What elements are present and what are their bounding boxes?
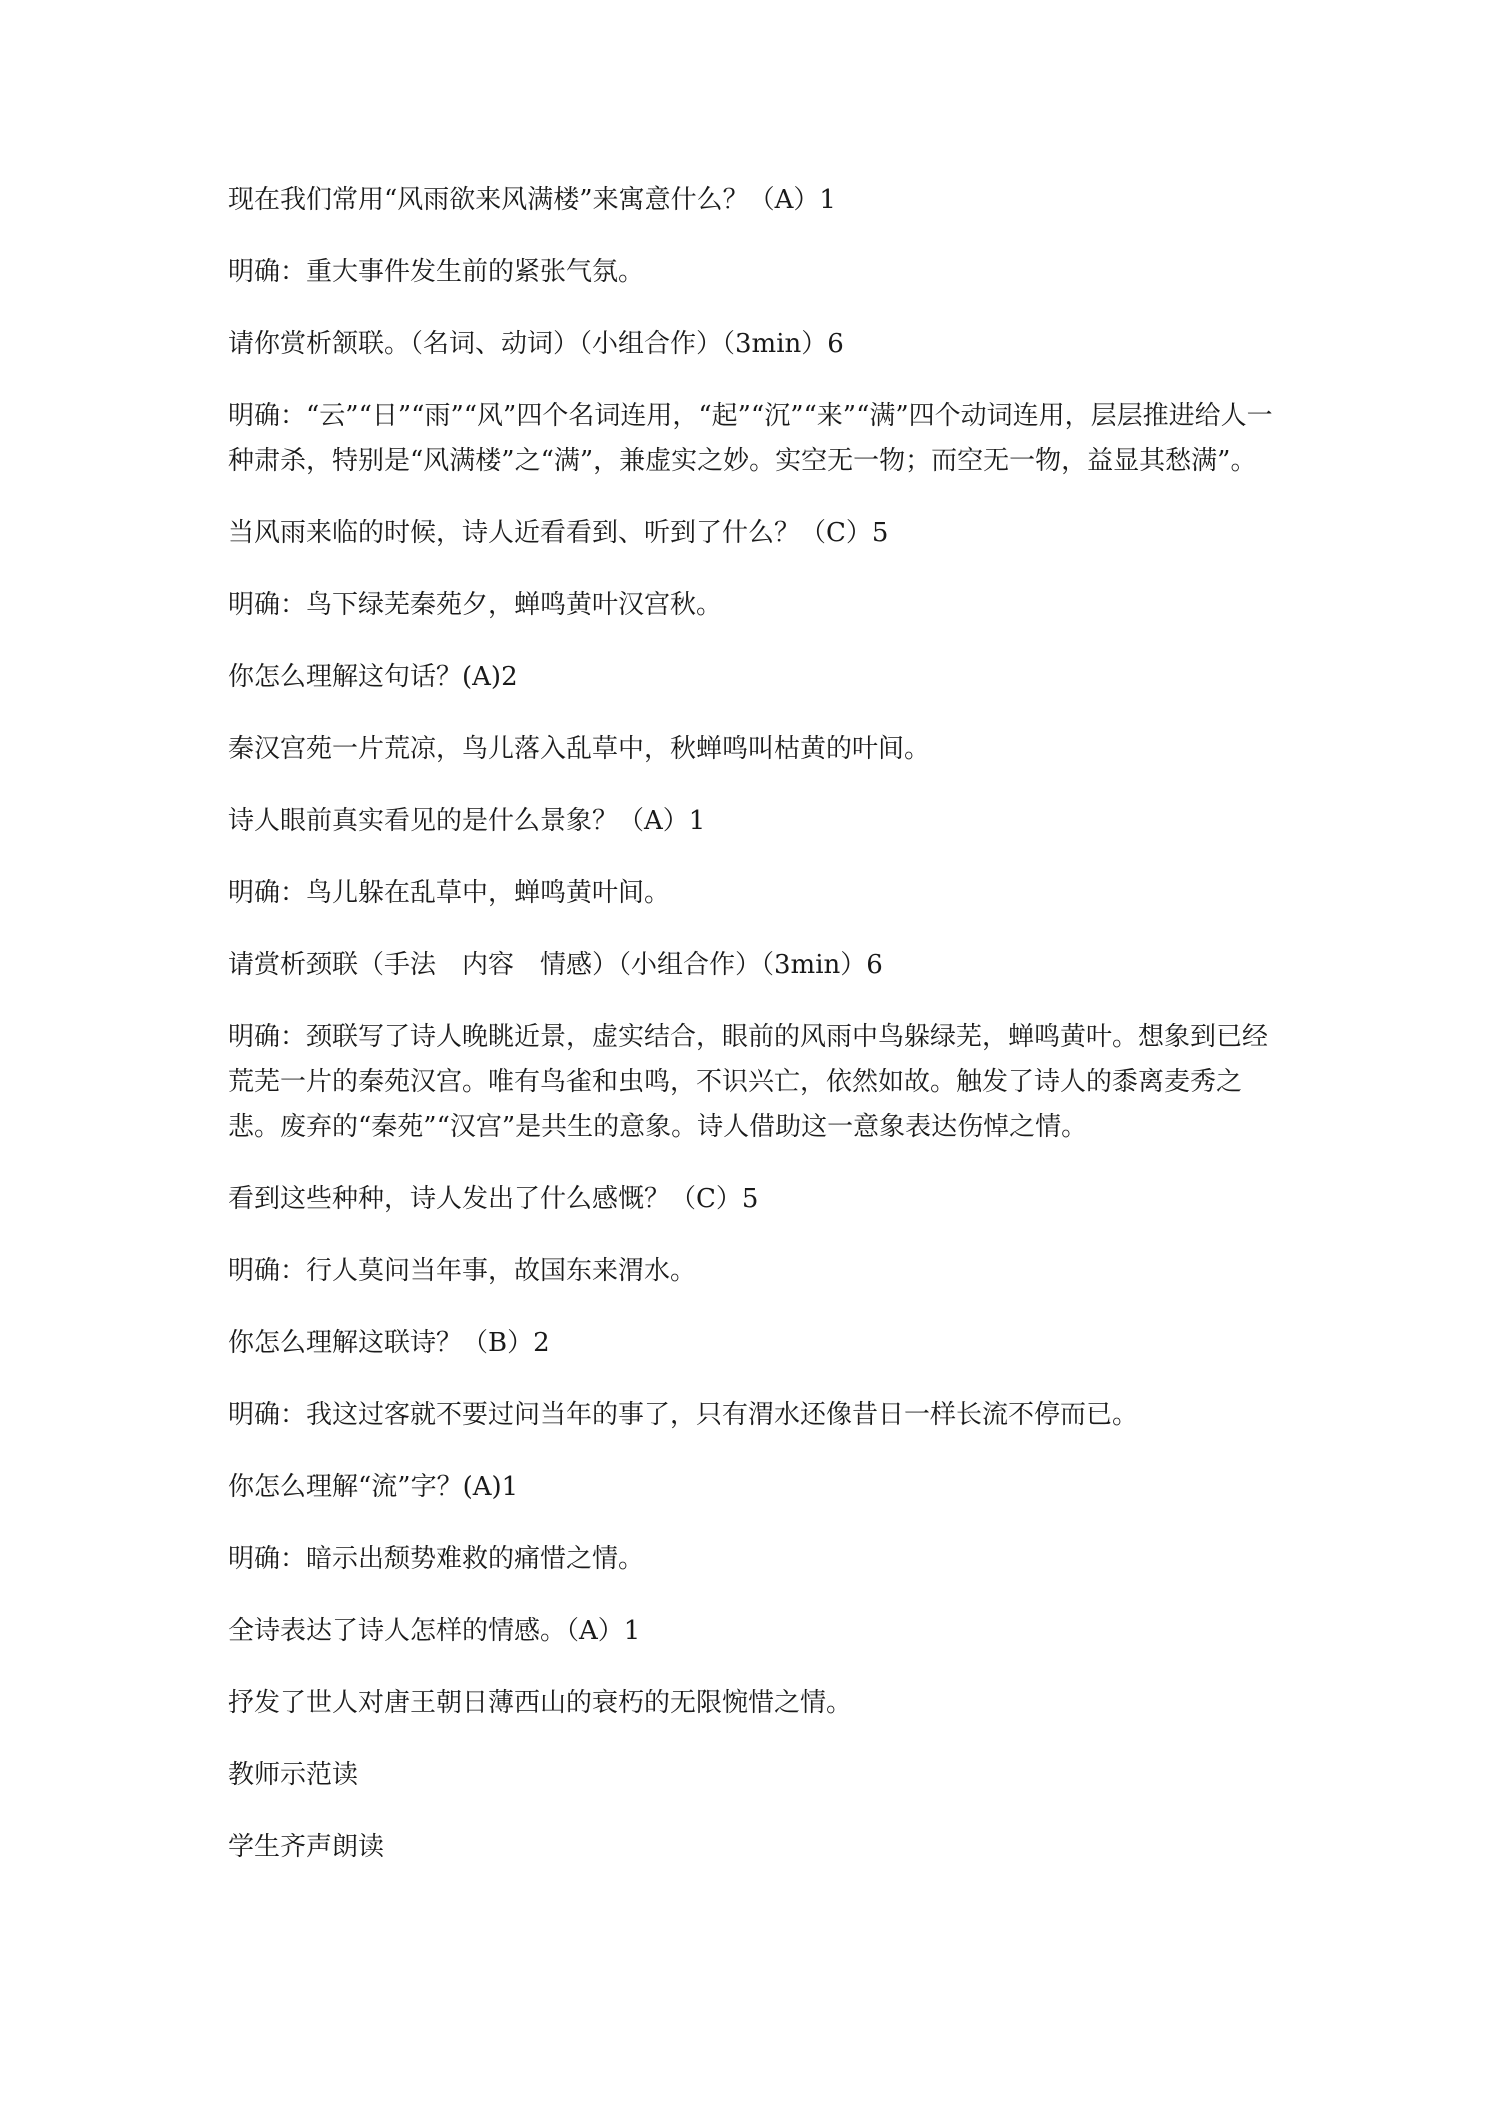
answer-paragraph: 秦汉宫苑一片荒凉，鸟儿落入乱草中，秋蝉鸣叫枯黄的叶间。 <box>228 734 931 764</box>
question-paragraph: 当风雨来临的时候，诗人近看看到、听到了什么？（C）5 <box>228 518 889 548</box>
activity-line: 学生齐声朗读 <box>228 1832 385 1862</box>
question-paragraph: 看到这些种种，诗人发出了什么感慨？（C）5 <box>228 1184 759 1214</box>
question-paragraph: 诗人眼前真实看见的是什么景象？（A）1 <box>228 806 706 836</box>
question-paragraph: 你怎么理解“流”字？(A)1 <box>228 1472 519 1502</box>
question-paragraph: 全诗表达了诗人怎样的情感。（A）1 <box>228 1616 641 1646</box>
activity-line: 教师示范读 <box>228 1760 359 1790</box>
answer-paragraph: 明确：重大事件发生前的紧张气氛。 <box>228 257 645 287</box>
question-paragraph: 你怎么理解这联诗？（B）2 <box>228 1328 550 1358</box>
answer-paragraph: 明确：鸟儿躲在乱草中，蝉鸣黄叶间。 <box>228 878 671 908</box>
answer-paragraph: 抒发了世人对唐王朝日薄西山的衰朽的无限惋惜之情。 <box>228 1688 853 1718</box>
answer-paragraph: 明确：“云”“日”“雨”“风”四个名词连用，“起”“沉”“来”“满”四个动词连用，层层推进给人一种肃杀，特别是“风满楼”之“满”，兼虚实之妙。实空无一物；而空无一物，益显其愁满”。 <box>228 401 1273 476</box>
answer-paragraph: 明确：鸟下绿芜秦苑夕，蝉鸣黄叶汉宫秋。 <box>228 590 723 620</box>
answer-paragraph: 明确：行人莫问当年事，故国东来渭水。 <box>228 1256 697 1286</box>
answer-paragraph: 明确：我这过客就不要过问当年的事了，只有渭水还像昔日一样长流不停而已。 <box>228 1400 1139 1430</box>
answer-paragraph: 明确：颈联写了诗人晚眺近景，虚实结合，眼前的风雨中鸟躲绿芜，蝉鸣黄叶。想象到已经荒芜一片的秦苑汉宫。唯有鸟雀和虫鸣，不识兴亡，依然如故。触发了诗人的黍离麦秀之悲。废弃的“秦苑”“汉宫”是共生的意象。诗人借助这一意象表达伤悼之情。 <box>228 1022 1269 1142</box>
answer-paragraph: 明确：暗示出颓势难救的痛惜之情。 <box>228 1544 645 1574</box>
question-paragraph: 请你赏析颔联。（名词、动词）（小组合作）（3min）6 <box>228 329 844 359</box>
question-paragraph: 你怎么理解这句话？(A)2 <box>228 662 518 692</box>
document-body <box>228 178 1280 1897</box>
question-paragraph: 现在我们常用“风雨欲来风满楼”来寓意什么？（A）1 <box>228 185 836 215</box>
question-paragraph: 请赏析颈联（手法 内容 情感）（小组合作）（3min）6 <box>228 950 883 980</box>
